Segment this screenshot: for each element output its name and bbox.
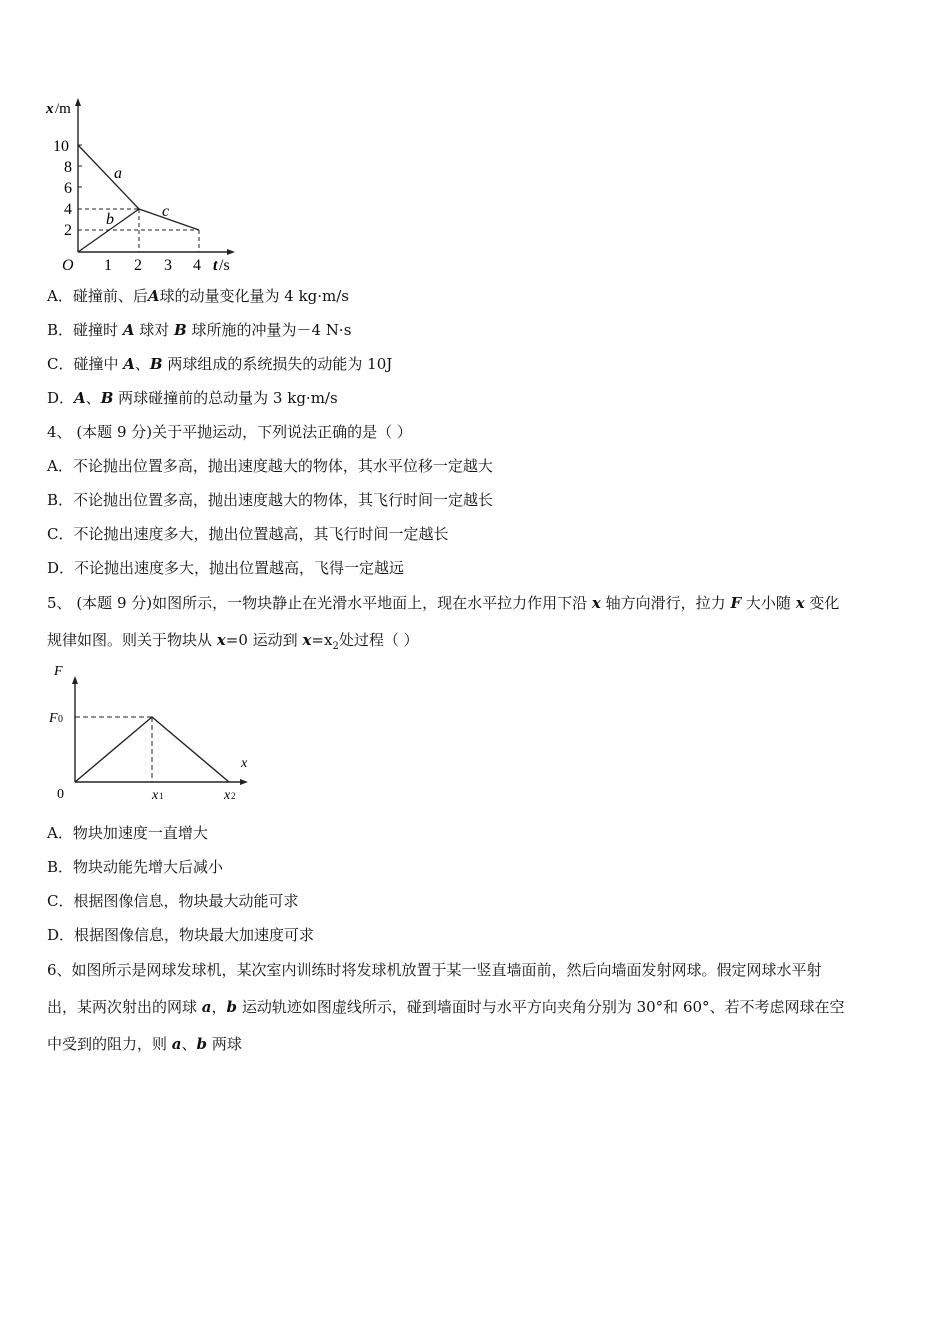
f0-sub: 0 — [58, 714, 63, 725]
y-tick-10: 10 — [53, 138, 69, 155]
q4-stem: 4、 (本题 9 分)关于平抛运动，下列说法正确的是（ ） — [47, 423, 412, 441]
fx-graph-figure — [44, 660, 259, 805]
q6-stem-line2: 出，某两次射出的网球 a，b 运动轨迹如图虚线所示，碰到墙面时与水平方向夹角分别为 30°和 60°、若不考虑网球在空 — [47, 998, 845, 1016]
f-axis-arrow — [72, 676, 78, 684]
q5-stem-line2: 规律如图。则关于物块从 x=0 运动到 $x=x_2$处过程（ ） — [47, 631, 419, 652]
x-axis-2-arrow — [240, 779, 248, 785]
xt-graph-figure — [40, 95, 250, 277]
x1-sub: 1 — [159, 791, 164, 801]
line-a — [78, 145, 139, 209]
q6-stem-line1: 6、如图所示是网球发球机，某次室内训练时将发球机放置于某一竖直墙面前，然后向墙面发射网球。假定网球水平射 — [47, 961, 822, 979]
label-c: c — [162, 203, 170, 220]
q4-option-b: B．不论抛出位置多高，抛出速度越大的物体，其飞行时间一定越长 — [47, 491, 494, 509]
f-axis-label: F — [54, 664, 63, 679]
q3-option-d: D．A、B 两球碰撞前的总动量为 3 kg·m/s — [47, 389, 338, 407]
x-tick-3: 3 — [164, 257, 172, 274]
q5-option-a: A．物块加速度一直增大 — [47, 824, 208, 842]
q5-stem-line1: 5、 (本题 9 分)如图所示，一物块静止在光滑水平地面上，现在水平拉力作用下沿 x 轴方向滑行，拉力 F 大小随 x 变化 — [47, 594, 840, 612]
q3-option-c: C．碰撞中 A、B 两球组成的系统损失的动能为 10J — [47, 355, 393, 373]
y-axis-arrow — [75, 98, 81, 106]
label-b: b — [106, 211, 114, 228]
f0-label: F — [49, 711, 58, 726]
q3-option-a: A．碰撞前、后A球的动量变化量为 4 kg·m/s — [47, 287, 349, 305]
x-tick-4: 4 — [193, 257, 201, 274]
x-tick-2: 2 — [134, 257, 142, 274]
y-tick-6: 6 — [64, 180, 72, 197]
x-axis-label-var: t — [213, 257, 218, 274]
origin-label-2: 0 — [57, 787, 64, 802]
x2-sub: 2 — [231, 791, 236, 801]
q4-option-d: D．不论抛出速度多大，抛出位置越高，飞得一定越远 — [47, 559, 405, 577]
q6-stem-line3: 中受到的阻力，则 a、b 两球 — [47, 1035, 242, 1053]
origin-label: O — [62, 257, 74, 274]
q5-option-d: D．根据图像信息，物块最大加速度可求 — [47, 926, 315, 944]
x1-label: x — [152, 788, 159, 803]
x-axis-2-label: x — [241, 756, 248, 771]
x-tick-1: 1 — [104, 257, 112, 274]
y-tick-4: 4 — [64, 201, 72, 218]
q4-option-a: A．不论抛出位置多高，抛出速度越大的物体，其水平位移一定越大 — [47, 457, 493, 475]
y-axis-label-var: x — [46, 101, 54, 117]
x-axis-label-unit: /s — [219, 257, 230, 274]
y-axis-label-unit: /m — [55, 101, 71, 117]
x2-label: x — [224, 788, 231, 803]
y-tick-8: 8 — [64, 159, 72, 176]
q3-option-b: B．碰撞时 A 球对 B 球所施的冲量为－4 N·s — [47, 321, 352, 339]
q4-option-c: C．不论抛出速度多大，抛出位置越高，其飞行时间一定越长 — [47, 525, 449, 543]
label-a: a — [114, 165, 122, 182]
y-tick-2: 2 — [64, 222, 72, 239]
q5-option-c: C．根据图像信息，物块最大动能可求 — [47, 892, 299, 910]
x-axis-arrow — [227, 249, 235, 255]
q5-option-b: B．物块动能先增大后减小 — [47, 858, 224, 876]
